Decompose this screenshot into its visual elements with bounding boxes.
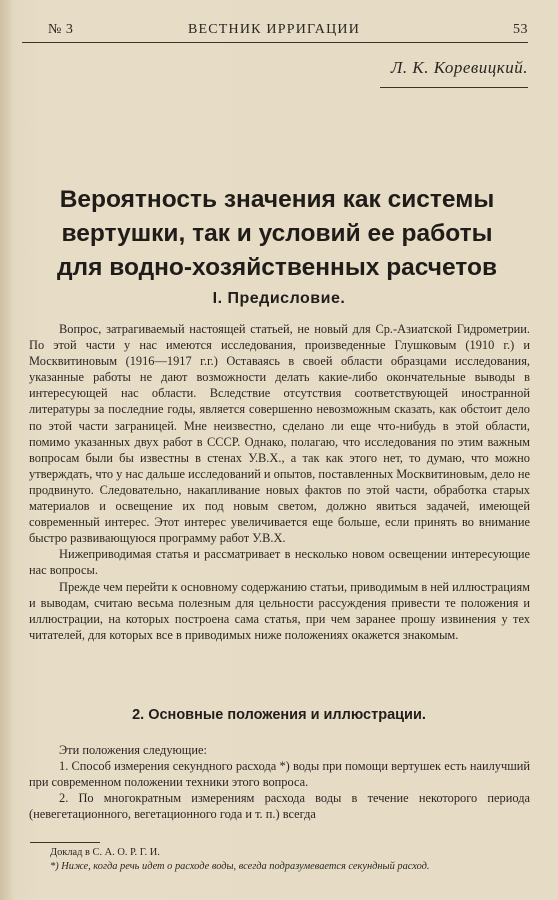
footnote-report: Доклад в С. А. О. Р. Г. И. <box>50 847 160 858</box>
paragraph: 1. Способ измерения секундного расхода *) воды при помощи вертушек есть наилучший при современном положении техники этого вопроса. <box>29 759 530 790</box>
title-line: вертушки, так и условий ее работы <box>61 220 493 247</box>
paragraph: Нижеприводимая статья и рассматривает в несколько новом освещении интересующие нас вопросы. <box>29 547 530 578</box>
article-title <box>22 183 532 285</box>
author-rule <box>380 87 528 88</box>
paragraph: Вопрос, затрагиваемый настоящей статьей, не новый для Ср.-Азиатской Гидрометрии. По этой части у нас имеются исследования, произведенные Глушковым (1910 г.) и Москвитиновым (1916—1917 г.г.) Оставаясь в своей области образцами исследования, указанные работы не дают возможности делать какие-либо окончательные выводы в интересующей нас области. Вследствие отсутствия соответствующей иностранной литературы за последние годы, является совершенно невозможным сказать, как обстоит дело по этой части заграницей. Мне неизвестно, сделано ли еще что-нибудь в этой области, помимо указанных двух работ в СССР. Однако, полагаю, что исследования по этим важным вопросам были бы известны в стенах У.В.Х., а так как этого нет, то думаю, что можно утверждать, что у нас дальше исследований и опытов, поставленных Москвитиновым, дело не продвинуто. Следовательно, накапливание новых фактов по этой части, обработка старых материалов и освещение их под новым светом, должно явиться задачей, имеющей современный интерес. Этот интерес увеличивается еще больше, если принять во внимание быстро развивающуюся программу работ У.В.Х. <box>29 322 530 546</box>
section-body <box>29 742 530 822</box>
section-heading: 2. Основные положения и иллюстрации. <box>132 707 426 723</box>
journal-name: ВЕСТНИК ИРРИГАЦИИ <box>187 22 361 37</box>
paragraph: Прежде чем перейти к основному содержанию статьи, приводимым в ней иллюстрациям и выводам, считаю весьма полезным для цельности рассуждения привести те положения и иллюстрации, на которых построена сама статья, при чем заранее прошу извинения у тех читателей, для которых все в приводимых ниже положениях окажется знакомым. <box>29 579 530 642</box>
footnote-star: *) Ниже, когда речь идет о расходе воды, всегда подразумевается секундный расход. <box>50 861 430 872</box>
running-head <box>20 20 528 42</box>
footnotes <box>30 846 530 874</box>
page-number: 53 <box>513 22 528 37</box>
author-name: Л. К. Коревицкий. <box>390 58 528 77</box>
paragraph: Эти положения следующие: <box>59 743 207 757</box>
section-body <box>29 321 530 643</box>
title-line: Вероятность значения как системы <box>59 186 495 213</box>
title-line: для водно-хозяйственных расчетов <box>56 254 498 281</box>
section-heading: I. Предисловие. <box>212 290 346 307</box>
issue-number: № 3 <box>48 22 74 37</box>
header-rule <box>22 42 528 43</box>
footnote-rule <box>30 842 100 843</box>
paragraph: 2. По многократным измерениям расхода воды в течение некоторого периода (невегетационного, вегетационного года и т. п.) всегда <box>29 791 530 822</box>
